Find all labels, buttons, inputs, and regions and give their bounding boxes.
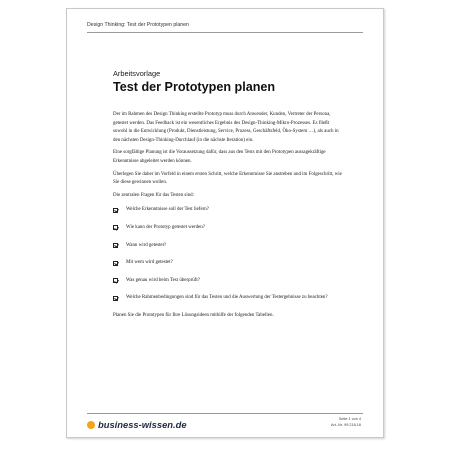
article-number: Art.-Nr. 99.218.16: [331, 423, 361, 427]
checklist-item: [113, 277, 343, 286]
closing-paragraph: Planen Sie die Prototypen für Ihre Lösungsideen mithilfe der folgenden Tabellen.: [113, 312, 274, 318]
checklist-item: [113, 259, 343, 268]
header-divider: [87, 32, 363, 33]
footer-meta: [331, 416, 361, 428]
checkbox-checked-icon: [113, 296, 118, 301]
document-label: Arbeitsvorlage: [113, 69, 161, 78]
checklist-item-text: Welche Erkenntnisse soll der Test liefern?: [126, 207, 209, 213]
question-checklist: [113, 206, 343, 303]
logo-dot-icon: [87, 421, 95, 429]
footer-divider: [87, 413, 363, 414]
intro-paragraph: Der im Rahmen des Design Thinking erstellte Prototyp muss durch Anwender, Kunden, Vertreter der Persona, getestet werden. Das Feedback ist ein wesentliches Ergebnis des Design-Thinking-Mikro-Prozesses. Es fließt sowohl in die Entwicklung (Produkt, Dienstleistung, Service, Prozess, Geschäftsfeld, Öko-System …), als auch in den nächsten Design-Thinking-Durchlauf (in die nächste Iteration) ein.: [113, 112, 339, 143]
checkbox-checked-icon: [113, 243, 118, 248]
checkbox-checked-icon: [113, 278, 118, 283]
consider-paragraph: Überlegen Sie daher im Vorfeld in einem ersten Schritt, welche Erkenntnisse Sie anstreben und im Folgeschritt, wie Sie diese gewinnen wollen.: [113, 171, 342, 186]
checklist-item: [113, 206, 343, 215]
checklist-item-text: Welche Rahmenbedingungen sind für das Testen und die Auswertung der Testergebnisse zu beachten?: [126, 295, 328, 301]
checklist-item: [113, 294, 343, 303]
brand-logo: [87, 419, 187, 430]
checkbox-checked-icon: [113, 208, 118, 213]
checklist-item: [113, 242, 343, 251]
page-number: Seite 1 von 4: [338, 417, 361, 421]
logo-text: business-wissen.de: [98, 419, 187, 430]
checklist-item-text: Was genau wird beim Test überprüft?: [126, 277, 200, 283]
document-body: [113, 111, 343, 325]
checklist-item-text: Wann wird getestet?: [126, 242, 167, 248]
checkbox-checked-icon: [113, 225, 118, 230]
checklist-item-text: Mit wem wird getestet?: [126, 260, 173, 266]
checklist-item: [113, 224, 343, 233]
document-page: [66, 8, 384, 438]
checkbox-checked-icon: [113, 261, 118, 266]
checklist-item-text: Wie kann der Prototyp getestet werden?: [126, 224, 205, 230]
running-header: Design Thinking: Test der Prototypen planen: [87, 22, 189, 28]
questions-intro: Die zentralen Fragen für das Testen sind:: [113, 192, 195, 198]
planning-paragraph: Eine sorgfältige Planung ist die Voraussetzung dafür, dass aus den Tests mit den Prototypen aussagekräftige Erkenntnisse abgeleitet werden können.: [113, 150, 326, 164]
page-title: Test der Prototypen planen: [113, 80, 276, 94]
